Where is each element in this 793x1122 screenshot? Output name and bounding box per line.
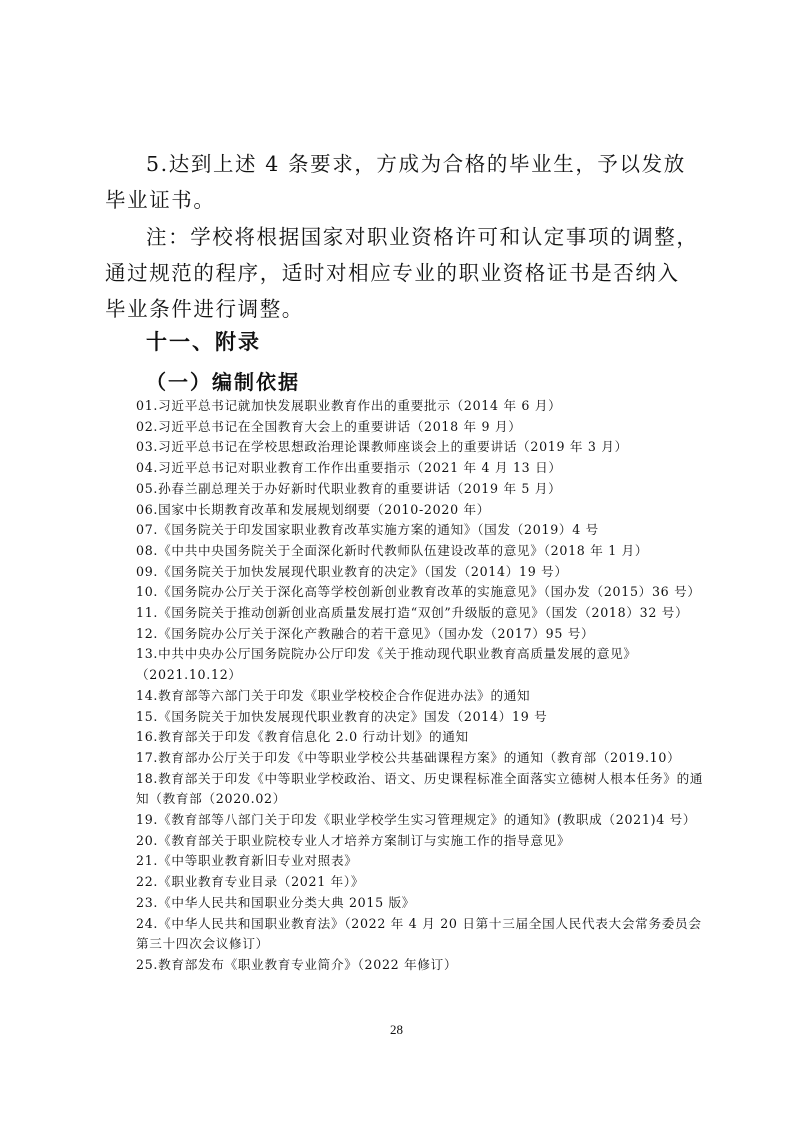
reference-item: 07.《国务院关于印发国家职业教育改革实施方案的通知》（国发（2019）4 号 (136, 522, 599, 538)
reference-item: 20.《教育部关于职业院校专业人才培养方案制订与实施工作的指导意见》 (136, 832, 571, 848)
reference-item: 11.《国务院关于推动创新创业高质量发展打造“双创”升级版的意见》（国发（2018）32 号） (136, 605, 689, 621)
reference-item: 04.习近平总书记对职业教育工作作出重要指示（2021 年 4 月 13 日） (136, 460, 562, 476)
reference-item: 09.《国务院关于加快发展现代职业教育的决定》（国发（2014）19 号） (136, 563, 568, 579)
reference-item: 17.教育部办公厅关于印发《中等职业学校公共基础课程方案》的通知（教育部（2019.10） (136, 749, 681, 765)
reference-item: 13.中共中央办公厅国务院院办公厅印发《关于推动现代职业教育高质量发展的意见》（2021.10.12） (136, 646, 637, 683)
reference-item: 06.国家中长期教育改革和发展规划纲要（2010-2020 年） (136, 501, 491, 517)
reference-item: 05.孙春兰副总理关于办好新时代职业教育的重要讲话（2019 年 5 月） (136, 480, 562, 496)
subsection-heading: （一）编制依据 (146, 370, 300, 394)
reference-item: 24.《中华人民共和国职业教育法》（2022 年 4 月 20 日第十三届全国人民代表大会常务委员会第三十四次会议修订） (136, 915, 702, 952)
reference-item: 15.《国务院关于加快发展现代职业教育的决定》国发（2014）19 号 (136, 708, 548, 724)
paragraph-note: 注：学校将根据国家对职业资格许可和认定事项的调整，通过规范的程序，适时对相应专业的职业资格证书是否纳入毕业条件进行调整。 (105, 225, 699, 321)
reference-item: 19.《教育部等八部门关于印发《职业学校学生实习管理规定》的通知》(教职成（2021)4 号） (136, 812, 697, 828)
section-heading: 十一、附录 (146, 330, 261, 354)
reference-item: 18.教育部关于印发《中等职业学校政治、语文、历史课程标准全面落实立德树人根本任务》的通知（教育部（2020.02） (136, 770, 704, 807)
reference-item: 02.习近平总书记在全国教育大会上的重要讲话（2018 年 9 月） (136, 418, 522, 434)
paragraph-graduation-requirement: 5.达到上述 4 条要求，方成为合格的毕业生，予以发放毕业证书。 (105, 152, 686, 212)
reference-item: 23.《中华人民共和国职业分类大典 2015 版》 (136, 894, 416, 910)
page-number: 28 (390, 1022, 403, 1037)
reference-item: 14.教育部等六部门关于印发《职业学校校企合作促进办法》的通知 (136, 687, 531, 703)
reference-item: 16.教育部关于印发《教育信息化 2.0 行动计划》的通知 (136, 729, 469, 745)
reference-item: 25.教育部发布《职业教育专业简介》（2022 年修订） (136, 956, 458, 972)
reference-item: 12.《国务院办公厅关于深化产教融合的若干意见》（国办发（2017）95 号） (136, 625, 595, 641)
reference-item: 22.《职业教育专业目录（2021 年）》 (136, 874, 365, 890)
reference-item: 08.《中共中央国务院关于全面深化新时代教师队伍建设改革的意见》（2018 年 1 月） (136, 542, 649, 558)
reference-item: 10.《国务院办公厅关于深化高等学校创新创业教育改革的实施意见》（国办发（2015）36 号） (136, 584, 701, 600)
reference-item: 21.《中等职业教育新旧专业对照表》 (136, 853, 358, 869)
reference-item: 03.习近平总书记在学校思想政治理论课教师座谈会上的重要讲话（2019 年 3 月） (136, 439, 628, 455)
reference-list (136, 396, 704, 976)
reference-item: 01.习近平总书记就加快发展职业教育作出的重要批示（2014 年 6 月） (136, 398, 562, 413)
